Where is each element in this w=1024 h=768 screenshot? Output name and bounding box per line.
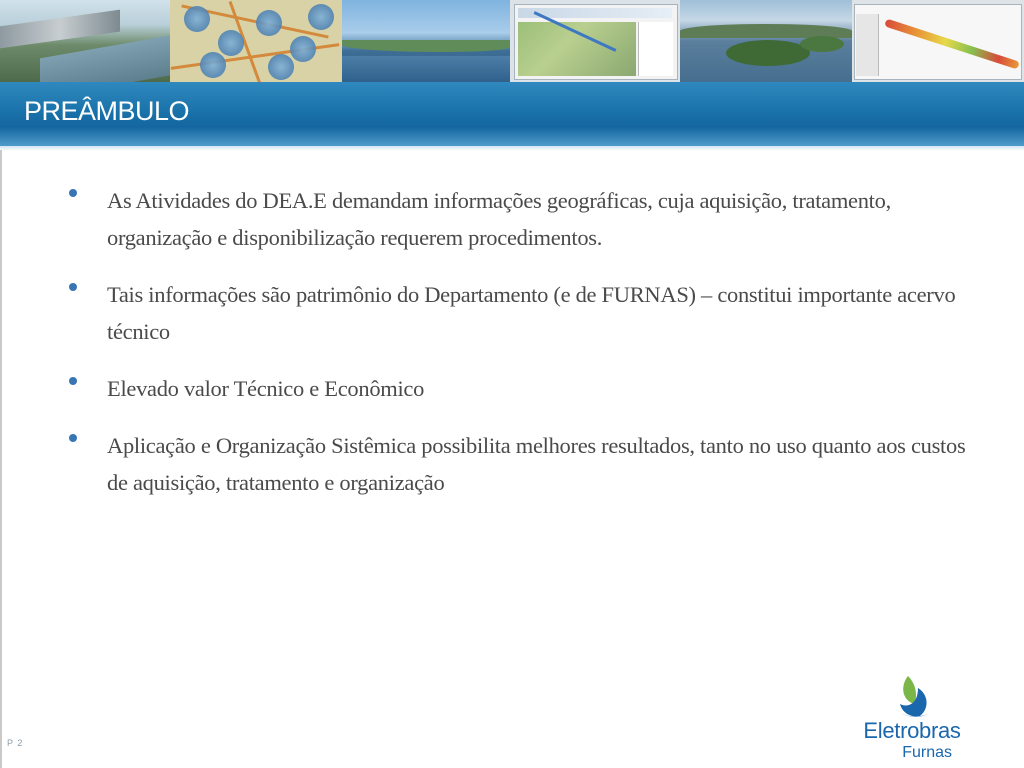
dam-photo [0,0,170,82]
gis-software-photo [510,0,680,82]
slide-title: PREÂMBULO [24,96,190,126]
bullet-icon [69,283,77,291]
eletrobras-leaf-icon [888,674,936,720]
bullet-item [68,276,968,350]
bullet-text: Aplicação e Organização Sistêmica possibilita melhores resultados, tanto no uso quanto aos custos de aquisição, tratamento e organização [107,433,966,495]
title-bar-shadow [0,146,1024,151]
bullet-item [68,370,968,407]
left-divider [0,150,2,768]
bullet-text: As Atividades do DEA.E demandam informações geográficas, cuja aquisição, tratamento, organização e disponibilização requerem procedimentos. [107,188,891,250]
photo-banner [0,0,1024,82]
bullet-icon [69,377,77,385]
bullet-text: Elevado valor Técnico e Econômico [107,376,425,401]
logo-subbrand-text: Furnas [902,744,952,761]
bullet-icon [69,434,77,442]
map-photo [170,0,342,82]
page-number: P 2 [7,738,24,748]
bullet-item [68,182,968,256]
logo-brand-text: Eletrobras [863,718,961,743]
gis-profile-photo [852,0,1024,82]
lake-photo [342,0,510,82]
bullet-list [68,182,968,521]
reservoir-islands-photo [680,0,852,82]
bullet-item [68,427,968,501]
eletrobras-furnas-logo [852,672,972,768]
bullet-icon [69,189,77,197]
bullet-text: Tais informações são patrimônio do Departamento (e de FURNAS) – constitui importante acervo técnico [107,282,956,344]
